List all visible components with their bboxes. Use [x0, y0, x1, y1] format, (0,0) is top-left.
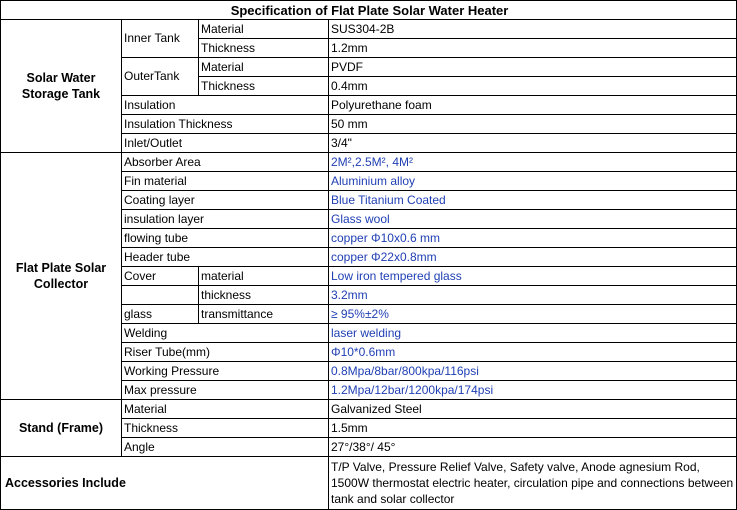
row-label: Fin material [122, 172, 329, 191]
row-label: Working Pressure [122, 362, 329, 381]
cover-blank [122, 286, 199, 305]
row-value: PVDF [329, 58, 737, 77]
row-label: Insulation Thickness [122, 115, 329, 134]
row-label: Max pressure [122, 381, 329, 400]
section-stand: Stand (Frame) [1, 400, 122, 457]
row-value: 1.5mm [329, 419, 737, 438]
row-value: 50 mm [329, 115, 737, 134]
row-value: copper Φ22x0.8mm [329, 248, 737, 267]
table-row [1, 400, 737, 419]
row-label: Absorber Area [122, 153, 329, 172]
row-value: 27°/38°/ 45° [329, 438, 737, 457]
section-storage-tank: Solar Water Storage Tank [1, 20, 122, 153]
title-row [1, 1, 737, 20]
row-value: Glass wool [329, 210, 737, 229]
row-label: Thickness [199, 39, 329, 58]
row-label: Riser Tube(mm) [122, 343, 329, 362]
row-label: Material [122, 400, 329, 419]
row-label: Inlet/Outlet [122, 134, 329, 153]
row-label: Insulation [122, 96, 329, 115]
glass-label: glass [122, 305, 199, 324]
row-label: Thickness [199, 77, 329, 96]
row-value: 3.2mm [329, 286, 737, 305]
row-value: 0.4mm [329, 77, 737, 96]
row-value: 3/4" [329, 134, 737, 153]
row-label: Coating layer [122, 191, 329, 210]
table-row [1, 457, 737, 510]
row-value: laser welding [329, 324, 737, 343]
row-label: Header tube [122, 248, 329, 267]
row-value: 2M²,2.5M², 4M² [329, 153, 737, 172]
table-title: Specification of Flat Plate Solar Water Heater [1, 1, 737, 20]
section-collector: Flat Plate Solar Collector [1, 153, 122, 400]
row-label: transmittance [199, 305, 329, 324]
row-label: thickness [199, 286, 329, 305]
row-label: Material [199, 20, 329, 39]
row-label: insulation layer [122, 210, 329, 229]
cover-label: Cover [122, 267, 199, 286]
row-value: Φ10*0.6mm [329, 343, 737, 362]
section-accessories: Accessories Include [1, 457, 329, 510]
row-value: 0.8Mpa/8bar/800kpa/116psi [329, 362, 737, 381]
row-value: 1.2mm [329, 39, 737, 58]
row-value: copper Φ10x0.6 mm [329, 229, 737, 248]
table-row [1, 20, 737, 39]
row-value: Galvanized Steel [329, 400, 737, 419]
row-value: Polyurethane foam [329, 96, 737, 115]
row-label: material [199, 267, 329, 286]
row-label: Thickness [122, 419, 329, 438]
row-value: Blue Titanium Coated [329, 191, 737, 210]
accessories-value: T/P Valve, Pressure Relief Valve, Safety valve, Anode agnesium Rod, 1500W thermostat electric heater, circulation pipe and connections between tank and solar collector [329, 457, 737, 510]
row-value: Low iron tempered glass [329, 267, 737, 286]
row-label: flowing tube [122, 229, 329, 248]
row-label: Welding [122, 324, 329, 343]
table-row [1, 153, 737, 172]
row-value: 1.2Mpa/12bar/1200kpa/174psi [329, 381, 737, 400]
outer-tank-label: OuterTank [122, 58, 199, 96]
row-label: Material [199, 58, 329, 77]
row-value: SUS304-2B [329, 20, 737, 39]
row-value: ≥ 95%±2% [329, 305, 737, 324]
inner-tank-label: Inner Tank [122, 20, 199, 58]
row-label: Angle [122, 438, 329, 457]
row-value: Aluminium alloy [329, 172, 737, 191]
